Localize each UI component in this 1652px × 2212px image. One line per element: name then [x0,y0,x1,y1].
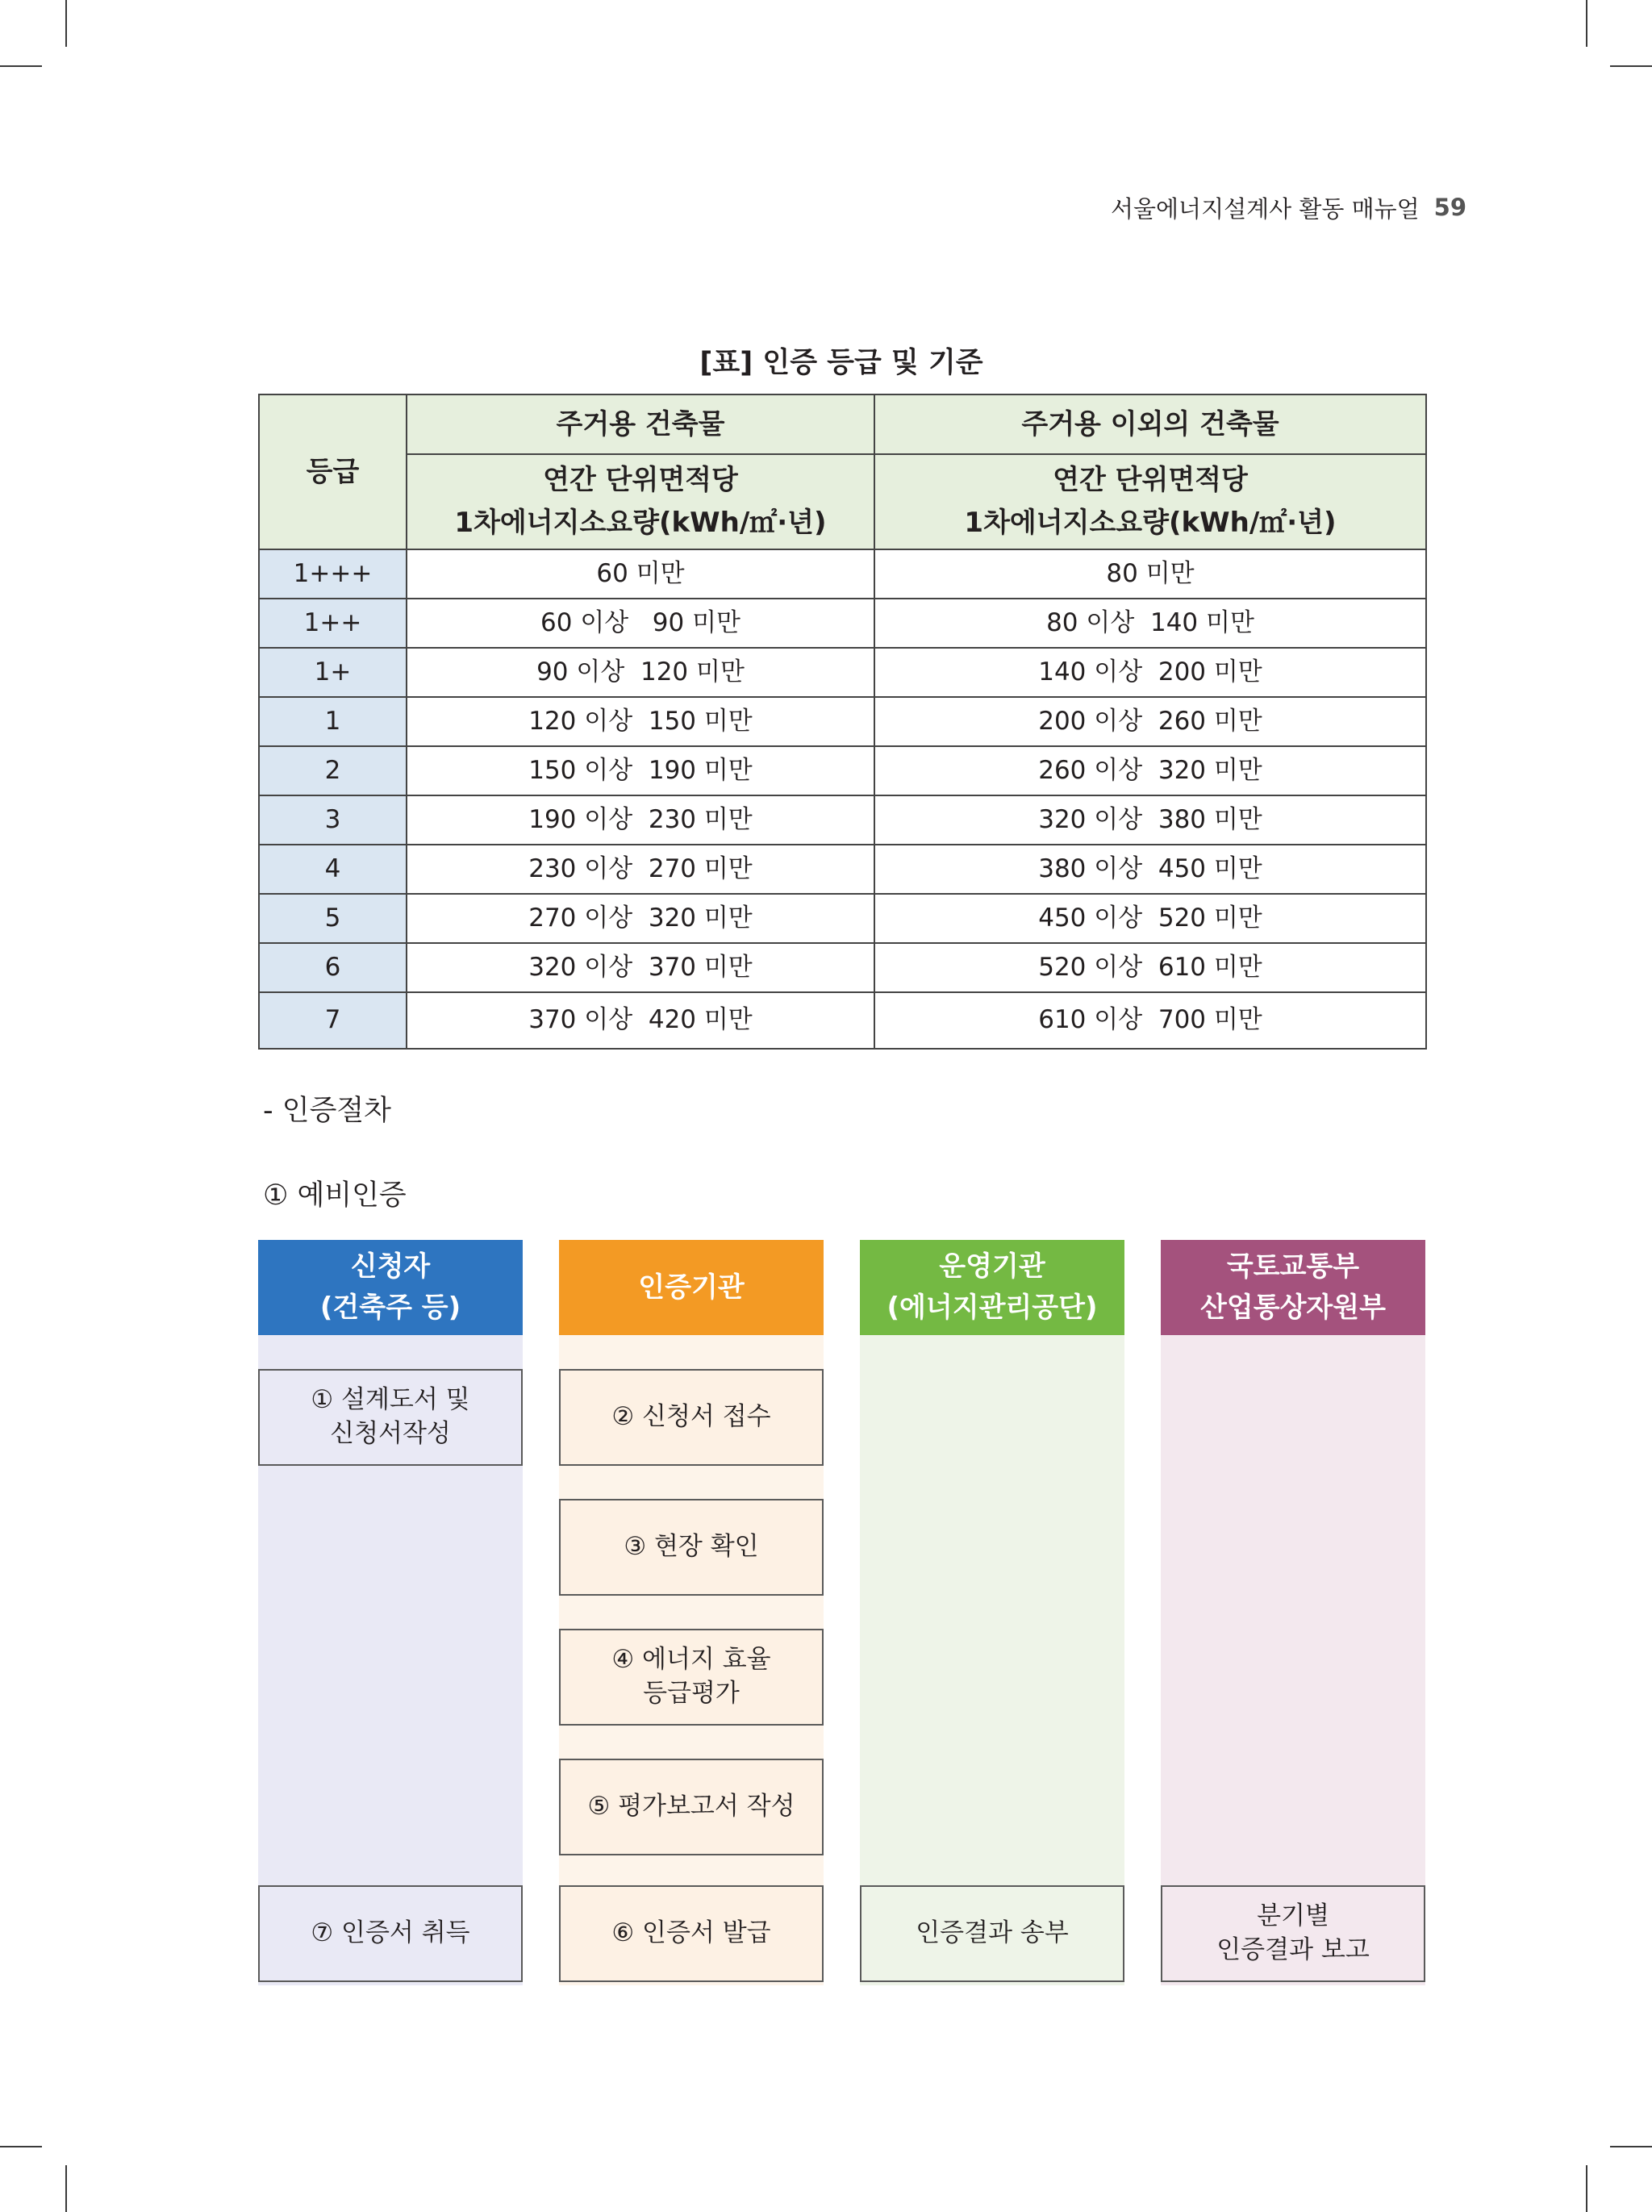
crop-mark [1586,0,1587,47]
process-step-text: ⑦ 인증서 취득 [311,1918,470,1948]
grade-cell: 7 [259,992,407,1049]
table-row [259,599,1426,648]
page-number: 59 [1433,194,1466,221]
process-step-text: ⑤ 평가보고서 작성 [587,1792,795,1822]
residential-cell: 370 이상 420 미만 [407,992,874,1049]
process-step-box [559,1499,824,1596]
residential-cell: 60 미만 [407,549,874,599]
nonresidential-cell: 610 이상 700 미만 [874,992,1426,1049]
grade-cell: 4 [259,845,407,894]
lane-operating-agency [860,1240,1124,1985]
lane-ministry [1161,1240,1425,1985]
grade-cell: 1++ [259,599,407,648]
crop-mark [65,0,67,47]
lane-certification-body [559,1240,824,1985]
nonresidential-metric-header: 연간 단위면적당 1차에너지소요량(kWh/㎡·년) [874,454,1426,549]
residential-cell: 90 이상 120 미만 [407,648,874,697]
table-row [259,894,1426,943]
process-step-box [860,1885,1124,1982]
grade-column-header: 등급 [259,394,407,549]
process-step-box [258,1369,523,1466]
lane-header-text: (에너지관리공단) [886,1292,1098,1324]
residential-metric-header: 연간 단위면적당 1차에너지소요량(kWh/㎡·년) [407,454,874,549]
nonresidential-cell: 200 이상 260 미만 [874,697,1426,746]
lane-applicant [258,1240,523,1985]
grade-cell: 1+++ [259,549,407,599]
process-step-text: 신청서작성 [330,1419,451,1448]
table-row [259,845,1426,894]
grade-cell: 2 [259,746,407,795]
grade-cell: 3 [259,795,407,845]
lane-header-text: 산업통상자원부 [1200,1292,1386,1324]
table-row [259,992,1426,1049]
table-row [259,549,1426,599]
process-step-box [559,1885,824,1982]
crop-mark [0,65,42,67]
running-header [1111,187,1466,227]
lane-header-operating-agency [860,1240,1124,1335]
table-row [259,648,1426,697]
lane-header-text: 국토교통부 [1226,1250,1360,1283]
lane-header-certification-body [559,1240,824,1335]
process-step-text: 등급평가 [643,1679,740,1708]
process-step-box [559,1369,824,1466]
residential-cell: 270 이상 320 미만 [407,894,874,943]
process-step-box [559,1629,824,1726]
crop-mark [1610,2146,1652,2147]
process-step-text: 분기별 [1257,1901,1329,1931]
table-header-row [259,394,1426,454]
process-step-text: ③ 현장 확인 [624,1532,759,1562]
residential-cell: 320 이상 370 미만 [407,943,874,992]
process-step-text: 인증결과 보고 [1216,1935,1370,1964]
grade-cell: 6 [259,943,407,992]
residential-cell: 230 이상 270 미만 [407,845,874,894]
crop-mark [0,2146,42,2147]
lane-header-applicant [258,1240,523,1335]
lane-header-text: (건축주 등) [319,1292,461,1324]
nonresidential-column-header: 주거용 이외의 건축물 [874,394,1426,454]
crop-mark [1610,65,1652,67]
grade-cell: 1 [259,697,407,746]
nonresidential-cell: 260 이상 320 미만 [874,746,1426,795]
process-step-text: ⑥ 인증서 발급 [611,1918,771,1948]
subsection-label: ① 예비인증 [263,1179,407,1212]
table-row [259,697,1426,746]
section-label: - 인증절차 [263,1095,391,1127]
nonresidential-cell: 520 이상 610 미만 [874,943,1426,992]
table-title: [표] 인증 등급 및 기준 [699,347,983,379]
lane-header-ministry [1161,1240,1425,1335]
process-step-box [1161,1885,1425,1982]
lane-header-text: 인증기관 [638,1271,745,1304]
table-row [259,795,1426,845]
nonresidential-cell: 80 미만 [874,549,1426,599]
residential-cell: 60 이상 90 미만 [407,599,874,648]
process-step-text: ① 설계도서 및 [311,1385,470,1415]
table-row [259,943,1426,992]
nonresidential-cell: 450 이상 520 미만 [874,894,1426,943]
residential-column-header: 주거용 건축물 [407,394,874,454]
table-subheader-row [259,454,1426,549]
lane-header-text: 운영기관 [939,1250,1045,1283]
crop-mark [65,2165,67,2212]
residential-cell: 190 이상 230 미만 [407,795,874,845]
crop-mark [1586,2165,1587,2212]
residential-cell: 120 이상 150 미만 [407,697,874,746]
residential-cell: 150 이상 190 미만 [407,746,874,795]
lane-header-text: 신청자 [350,1250,431,1283]
process-step-text: ④ 에너지 효율 [611,1645,771,1675]
manual-title: 서울에너지설계사 활동 매뉴얼 [1111,194,1420,223]
nonresidential-cell: 140 이상 200 미만 [874,648,1426,697]
process-step-box [559,1759,824,1855]
process-step-text: 인증결과 송부 [916,1918,1069,1948]
process-step-box [258,1885,523,1982]
table-body [259,549,1426,1049]
table-row [259,746,1426,795]
nonresidential-cell: 80 이상 140 미만 [874,599,1426,648]
nonresidential-cell: 380 이상 450 미만 [874,845,1426,894]
grade-cell: 1+ [259,648,407,697]
grade-criteria-table [258,394,1427,1050]
grade-cell: 5 [259,894,407,943]
nonresidential-cell: 320 이상 380 미만 [874,795,1426,845]
process-step-text: ② 신청서 접수 [611,1402,771,1432]
